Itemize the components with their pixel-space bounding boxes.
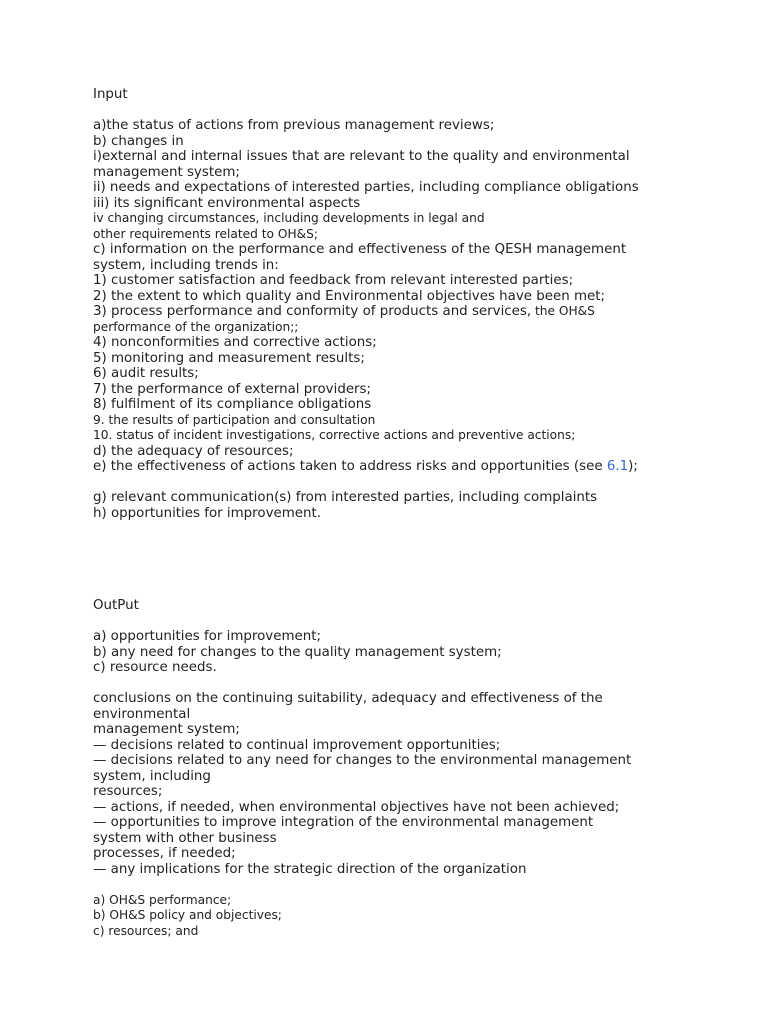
input-line: system, including trends in: [93,257,279,273]
output-quality-line: a) opportunities for improvement; [93,629,321,644]
input-line: a)the status of actions from previous management reviews; [93,118,495,133]
output-environment-line: processes, if needed; [93,846,236,861]
input-line: performance of the organization;; [93,319,299,334]
input-line-ohs-text: the OH&S [531,304,595,318]
input-line: 10. status of incident investigations, corrective actions and preventive actions; [93,428,576,442]
output-ohs-line: c) resources; and [93,923,199,938]
input-line: iii) its significant environmental aspects [93,195,361,211]
input-line: 2) the extent to which quality and Environmental objectives have been met; [93,288,606,304]
output-environment-line: — decisions related to continual improvement opportunities; [93,737,501,753]
output-ohs-line: a) OH&S performance; [93,892,232,907]
input-line [93,459,753,475]
input-heading: Input [93,87,128,102]
input-line: 5) monitoring and measurement results; [93,350,365,366]
input-line: ii) needs and expectations of interested parties, including compliance obligations [93,180,639,195]
output-environment-line: system with other business [93,830,277,846]
output-environment-line: — decisions related to any need for changes to the environmental management [93,753,632,768]
output-quality-line: c) resource needs. [93,660,217,675]
input-line: d) the adequacy of resources; [93,443,294,459]
input-line: c) information on the performance and effectiveness of the QESH management [93,242,627,257]
output-environment-line: — any implications for the strategic direction of the organization [93,861,527,877]
output-environment-line: system, including [93,768,211,784]
input-line [93,304,753,320]
input-line: h) opportunities for improvement. [93,505,322,521]
output-environment-line: management system; [93,722,240,737]
input-line: 9. the results of participation and consultation [93,412,376,427]
section-link[interactable]: 6.1 [606,459,629,474]
input-line: 7) the performance of external providers; [93,381,372,397]
input-line: g) relevant communication(s) from interested parties, including complaints [93,490,598,505]
input-line-text: 3) process performance and conformity of products and services, [93,304,532,319]
output-ohs-line: b) OH&S policy and objectives; [93,908,282,922]
input-line: iv changing circumstances, including developments in legal and [93,211,485,225]
document-page [93,87,753,939]
output-quality-line: b) any need for changes to the quality management system; [93,644,502,660]
output-environment-line: — opportunities to improve integration of the environmental management [93,815,594,830]
input-line: b) changes in [93,133,184,149]
input-line-text: ); [628,459,638,474]
input-line: 8) fulfilment of its compliance obligations [93,397,372,412]
output-environment-line: conclusions on the continuing suitability, adequacy and effectiveness of the [93,691,603,706]
input-line: 1) customer satisfaction and feedback from relevant interested parties; [93,273,574,288]
input-line: 4) nonconformities and corrective actions; [93,335,377,350]
input-line: other requirements related to OH&S; [93,226,318,241]
input-line: i)external and internal issues that are relevant to the quality and environmental [93,149,630,164]
input-line: 6) audit results; [93,366,199,381]
output-environment-line: environmental [93,706,191,722]
input-line: management system; [93,164,240,180]
output-environment-line: resources; [93,784,163,799]
input-line-text: e) the effectiveness of actions taken to address risks and opportunities (see [93,459,607,474]
output-environment-line: — actions, if needed, when environmental objectives have not been achieved; [93,799,620,815]
output-heading: OutPut [93,598,139,613]
